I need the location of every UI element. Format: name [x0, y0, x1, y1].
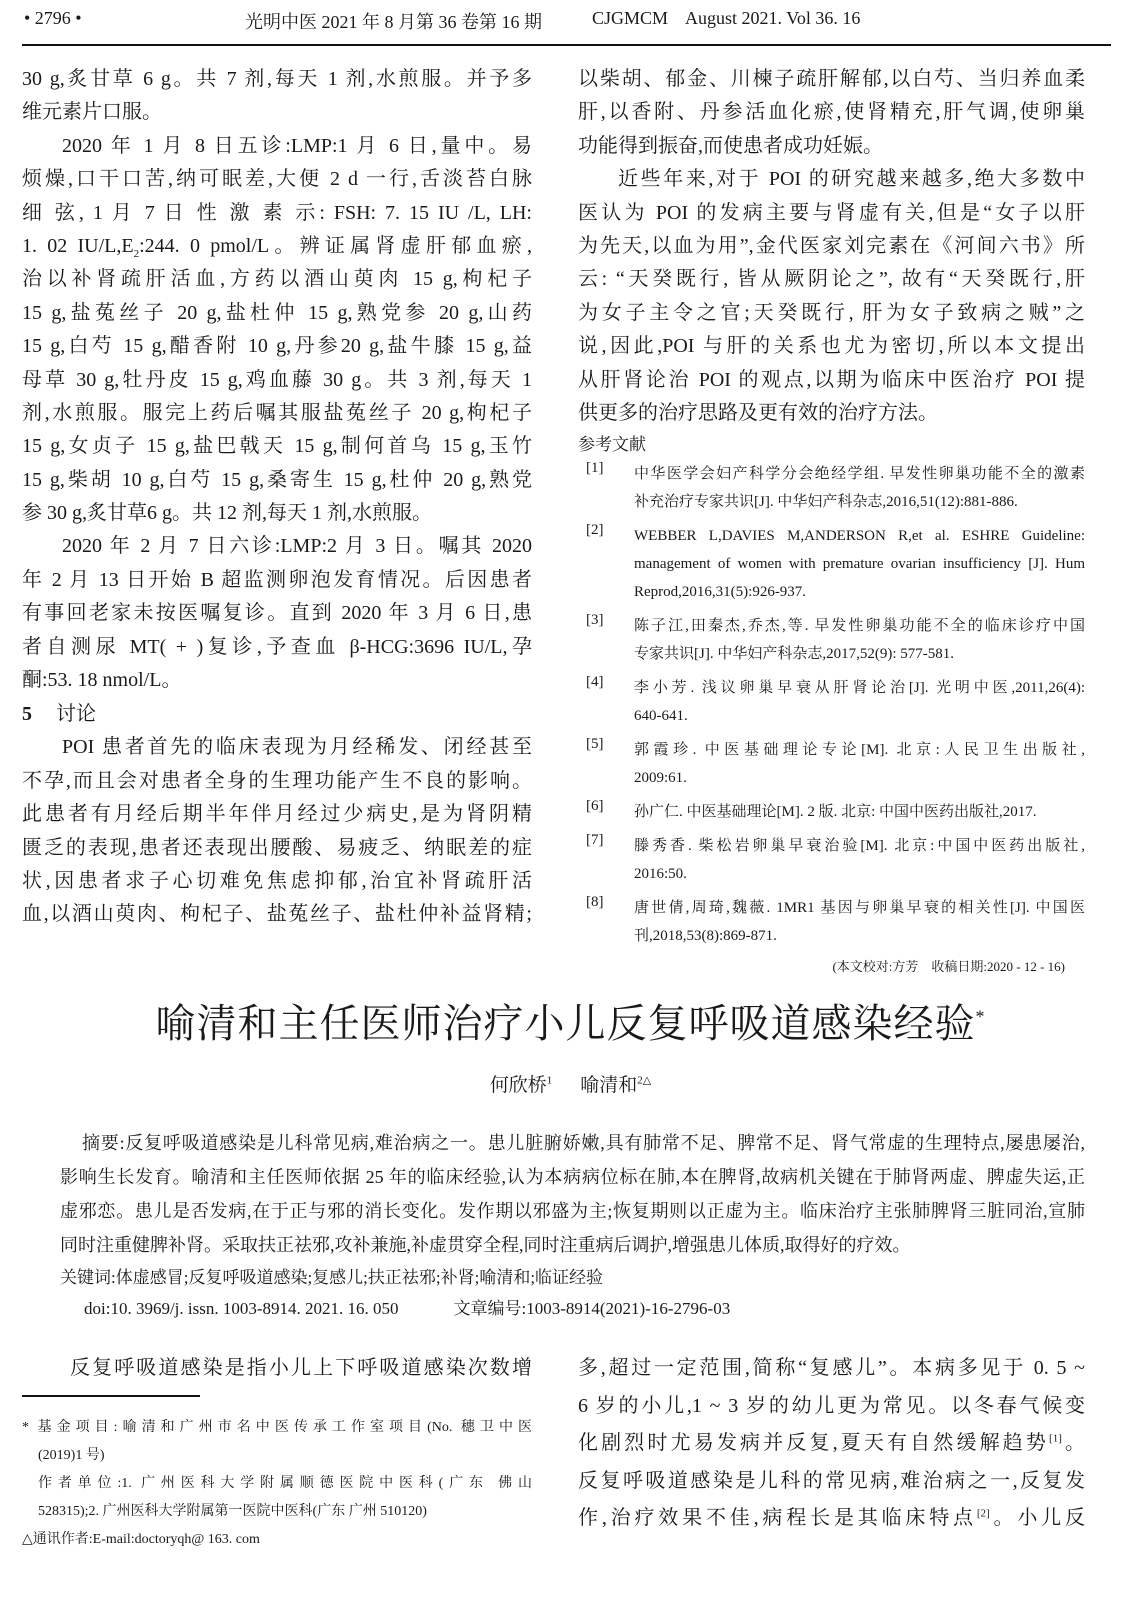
- paragraph: [22, 530, 532, 697]
- text-line: 治以补肾疏肝活血,方药以酒山萸肉 15 g,枸杞子: [22, 268, 532, 291]
- text-line: 云: “天癸既行, 皆从厥阴论之”, 故有“天癸既行,肝: [578, 268, 1085, 291]
- text-line: 化剧烈时尤易发病并反复,夏天有自然缓解趋势[1]。: [578, 1432, 1086, 1454]
- text-line: 作,治疗效果不佳,病程长是其临床特点[2]。小儿反: [578, 1507, 1086, 1529]
- reference-line: 中华医学会妇产科学分会绝经学组. 早发性卵巢功能不全的激素: [634, 466, 1085, 483]
- paragraph: [578, 63, 1085, 163]
- text-line: 不孕,而且会对患者全身的生理功能产生不良的影响。: [22, 769, 532, 792]
- reference-text: [634, 522, 1085, 606]
- text-line: 医认为 POI 的发病主要与肾虚有关,但是“女子以肝: [578, 201, 1085, 224]
- reference-line: 唐世倩,周琦,魏薇. 1MR1 基因与卵巢早衰的相关性[J]. 中国医: [634, 900, 1085, 917]
- text-line: 肝,以香附、丹参活血化瘀,使肾精充,肝气调,使卵巢: [578, 101, 1085, 124]
- text-line: 说,因此,POI 与肝的关系也尤为密切,所以本文提出: [578, 335, 1085, 358]
- journal-header-en: CJGMCM August 2021. Vol 36. 16: [592, 8, 861, 28]
- text-line: 以柴胡、郁金、川楝子疏肝解郁,以白芍、当归养血柔: [578, 68, 1085, 90]
- reference-item: [578, 612, 1085, 668]
- text-line: 有事回老家未按医嘱复诊。直到 2020 年 3 月 6 日,患: [22, 602, 532, 625]
- title-footnote-mark: *: [975, 1006, 986, 1027]
- text-line: 6 岁的小儿,1 ~ 3 岁的幼儿更为常见。以冬春气候变: [578, 1394, 1085, 1417]
- text-line: 15 g,女贞子 15 g,盐巴戟天 15 g,制何首乌 15 g,玉竹: [22, 435, 532, 458]
- text-line: 15 g,柴胡 10 g,白芍 15 g,桑寄生 15 g,杜仲 20 g,熟党: [22, 468, 532, 491]
- article-title: [0, 992, 1141, 1049]
- journal-header-cn: 光明中医 2021 年 8 月第 36 卷第 16 期: [245, 12, 542, 32]
- reference-item: [578, 674, 1085, 730]
- reference-line: 孙广仁. 中医基础理论[M]. 2 版. 北京: 中国中医药出版社,2017.: [634, 804, 1037, 821]
- reference-line: 陈子江,田秦杰,乔杰,等. 早发性卵巢功能不全的临床诊疗中国: [634, 618, 1085, 635]
- text-line: 烦燥,口干口苦,纳可眠差,大便 2 d 一行,舌淡苔白脉: [22, 168, 532, 191]
- reference-line: 李小芳. 浅议卵巢早衰从肝肾论治[J]. 光明中医,2011,26(4):: [634, 680, 1085, 697]
- reference-line: 补充治疗专家共识[J]. 中华妇产科杂志,2016,51(12):881-886.: [634, 494, 1018, 511]
- text-line: 参 30 g,炙甘草6 g。共 12 剂,每天 1 剂,水煎服。: [22, 502, 432, 525]
- paragraph: [22, 130, 532, 531]
- footnote-line: 作者单位:1. 广州医科大学附属顺德医院中医科(广东 佛山: [38, 1476, 532, 1491]
- text-line: 影响生长发育。喻清和主任医师依据 25 年的临床经验,认为本病病位标在肺,本在脾肾,故病机关键在于肺肾两虚、脾虚失运,正: [60, 1167, 1085, 1187]
- text-line: 同时注重健脾补肾。采取扶正祛邪,攻补兼施,补虚贯穿全程,同时注重病后调护,增强患儿体质,取得好的疗效。: [60, 1235, 911, 1255]
- reference-number: [5]: [586, 736, 604, 753]
- reference-line: 郭霞珍. 中医基础理论专论[M]. 北京:人民卫生出版社,: [634, 742, 1085, 759]
- reference-list: [578, 460, 1085, 950]
- author: [580, 1075, 651, 1096]
- keywords: 关键词:体虚感冒;反复呼吸道感染;复感儿;扶正祛邪;补肾;喻清和;临证经验: [60, 1268, 604, 1287]
- reference-text: [634, 894, 1085, 950]
- text-line: 从肝肾论治 POI 的观点,以期为临床中医治疗 POI 提: [578, 368, 1085, 391]
- reference-number: [6]: [586, 798, 604, 815]
- text-line: 近些年来,对于 POI 的研究越来越多,绝大多数中: [618, 168, 1085, 191]
- reference-item: [578, 736, 1085, 792]
- footnote-line: 528315);2. 广州医科大学附属第一医院中医科(广东 广州 510120): [38, 1504, 427, 1519]
- text-line: 虚邪恋。患儿是否发病,在于正与邪的消长变化。发作期以邪盛为主;恢复期则以正虚为主。临床治疗主张肺脾肾三脏同治,宣肺: [60, 1201, 1085, 1221]
- reference-text: [634, 460, 1085, 516]
- reference-text: [634, 832, 1085, 888]
- reference-line: 2016:50.: [634, 866, 687, 883]
- footnote: [22, 1470, 532, 1526]
- reference-text: [634, 612, 1085, 668]
- text-line: 1. 02 $IU/L,E_2:244$. 0 pmol/L。辨证属肾虚肝郁血瘀,: [22, 234, 532, 260]
- text-line: 剂,水煎服。服完上药后嘱其服盐菟丝子 20 g,枸杞子: [22, 401, 532, 424]
- footnote: [22, 1526, 532, 1554]
- footnote: [22, 1414, 532, 1470]
- subscript: 2: [133, 247, 140, 260]
- text-line: 母草 30 g,牡丹皮 15 g,鸡血藤 30 g。共 3 剂,每天 1: [22, 368, 532, 391]
- text-line: 细 弦, 1 月 7 日 性 激 素 示: FSH: 7. 15 IU /L, LH:: [22, 201, 532, 224]
- text-line: 者自测尿 MT( + )复诊,予查血 β-HCG:3696 IU/L,孕: [22, 635, 532, 658]
- text-line: 2020 年 1 月 8 日五诊:LMP:1 月 6 日,量中。易: [62, 134, 532, 157]
- reference-number: [3]: [586, 612, 604, 629]
- author: [490, 1075, 553, 1096]
- doi[interactable]: doi:10. 3969/j. issn. 1003-8914. 2021. 16. 050: [84, 1299, 399, 1318]
- text-line: 维元素片口服。: [22, 101, 162, 124]
- paragraph: [22, 731, 532, 931]
- section-heading: [22, 697, 532, 731]
- text-line: 30 g,炙甘草 6 g。共 7 剂,每天 1 剂,水煎服。并予多: [22, 68, 532, 90]
- footnote-rule: [22, 1395, 200, 1397]
- text-line: 反复呼吸道感染是指小儿上下呼吸道感染次数增: [70, 1357, 532, 1379]
- footnotes: [22, 1414, 532, 1554]
- reference-text: [634, 674, 1085, 730]
- text-line: 反复呼吸道感染是儿科的常见病,难治病之一,反复发: [578, 1469, 1085, 1492]
- paragraph: [578, 1350, 1085, 1538]
- text-line: 酮:53. 18 nmol/L。: [22, 669, 182, 692]
- text-line: 15 g,盐菟丝子 20 g,盐杜仲 15 g,熟党参 20 g,山药: [22, 301, 532, 324]
- text-line: 血,以酒山萸肉、枸杞子、盐菟丝子、盐杜仲补益肾精;: [22, 903, 532, 926]
- author-affiliation-mark: 1: [546, 1074, 553, 1087]
- reference-item: [578, 832, 1085, 888]
- reference-item: [578, 522, 1085, 606]
- abstract: [60, 1126, 1085, 1324]
- text-line: 匮乏的表现,患者还表现出腰酸、易疲乏、纳眠差的症: [22, 836, 532, 859]
- author-name: 喻清和: [580, 1075, 638, 1096]
- reference-number: [8]: [586, 894, 604, 911]
- reference-text: [634, 798, 1085, 826]
- author-list: [0, 1070, 1141, 1097]
- footnote-line: * 基金项目:喻清和广州市名中医传承工作室项目(No. 穗卫中医: [22, 1420, 532, 1435]
- article-number: 文章编号:1003-8914(2021)-16-2796-03: [453, 1299, 731, 1318]
- paragraph: [22, 1352, 532, 1385]
- reference-number: [4]: [586, 674, 604, 691]
- reference-line: 刊,2018,53(8):869-871.: [634, 928, 777, 945]
- reference-number: [1]: [586, 460, 604, 477]
- text-line: 供更多的治疗思路及更有效的治疗方法。: [578, 401, 938, 424]
- prev-article-right-column: [578, 63, 1085, 975]
- text-line: POI 患者首先的临床表现为月经稀发、闭经甚至: [62, 736, 532, 759]
- author-affiliation-mark: 2△: [637, 1074, 652, 1087]
- footnote-line: △通讯作者:E-mail:doctoryqh@ 163. com: [22, 1532, 260, 1547]
- text-line: 摘要:反复呼吸道感染是儿科常见病,难治病之一。患儿脏腑娇嫩,具有肺常不足、脾常不足、肾气常虚的生理特点,屡患屡治,: [82, 1133, 1085, 1153]
- reference-line: management of women with premature ovarian insufficiency [J]. Hum: [634, 556, 1085, 573]
- article-body-right: [578, 1350, 1085, 1538]
- reference-number: [7]: [586, 832, 604, 849]
- author-name: 何欣桥: [489, 1075, 547, 1096]
- header-rule: [22, 44, 1111, 46]
- reference-line: 2009:61.: [634, 770, 687, 787]
- citation-mark: [1]: [1049, 1432, 1062, 1445]
- reference-item: [578, 460, 1085, 516]
- proof-note: (本文校对:方芳 收稿日期:2020 - 12 - 16): [832, 959, 1065, 975]
- reference-line: WEBBER L,DAVIES M,ANDERSON R,et al. ESHRE Guideline:: [634, 528, 1085, 545]
- paragraph: [60, 1126, 1085, 1262]
- text-line: 2020 年 2 月 7 日六诊:LMP:2 月 3 日。嘱其 2020: [62, 535, 532, 558]
- reference-line: 滕秀香. 柴松岩卵巢早衰治验[M]. 北京:中国中医药出版社,: [634, 838, 1085, 855]
- reference-item: [578, 798, 1085, 826]
- text-line: 为女子主令之官;天癸既行, 肝为女子致病之贼”之: [578, 301, 1085, 324]
- text-line: 状,因患者求子心切难免焦虑抑郁,治宜补肾疏肝活: [22, 869, 532, 892]
- reference-line: 640-641.: [634, 708, 688, 725]
- text-line: 年 2 月 13 日开始 B 超监测卵泡发育情况。后因患者: [22, 568, 532, 591]
- section-title: 讨论: [56, 703, 96, 726]
- text-line: 15 g,白芍 15 g,醋香附 10 g,丹参20 g,盐牛膝 15 g,益: [22, 335, 532, 358]
- text-line: 多,超过一定范围,简称“复感儿”。本病多见于 0. 5 ~: [578, 1357, 1085, 1379]
- text-line: 为先天,以血为用”,金代医家刘完素在《河间六书》所: [578, 234, 1085, 257]
- reference-number: [2]: [586, 522, 604, 539]
- reference-line: Reprod,2016,31(5):926-937.: [634, 584, 807, 601]
- footnote-line: (2019)1 号): [38, 1448, 105, 1463]
- text-line: 功能得到振奋,而使患者成功妊娠。: [578, 134, 883, 157]
- paragraph: [578, 163, 1085, 430]
- doi-line: [60, 1294, 1085, 1324]
- prev-article-left-column: [22, 63, 532, 932]
- article-body-left: [22, 1352, 532, 1385]
- paragraph: [22, 63, 532, 130]
- references-heading: 参考文献: [578, 435, 646, 455]
- article-title-text: 喻清和主任医师治疗小儿反复呼吸道感染经验: [155, 1001, 976, 1046]
- page-number: • 2796 •: [24, 8, 82, 28]
- section-number: 5: [22, 703, 32, 726]
- text-line: 此患者有月经后期半年伴月经过少病史,是为肾阴精: [22, 803, 532, 826]
- reference-item: [578, 894, 1085, 950]
- citation-mark: [2]: [976, 1507, 990, 1520]
- reference-line: 专家共识[J]. 中华妇产科杂志,2017,52(9): 577-581.: [634, 646, 954, 663]
- reference-text: [634, 736, 1085, 792]
